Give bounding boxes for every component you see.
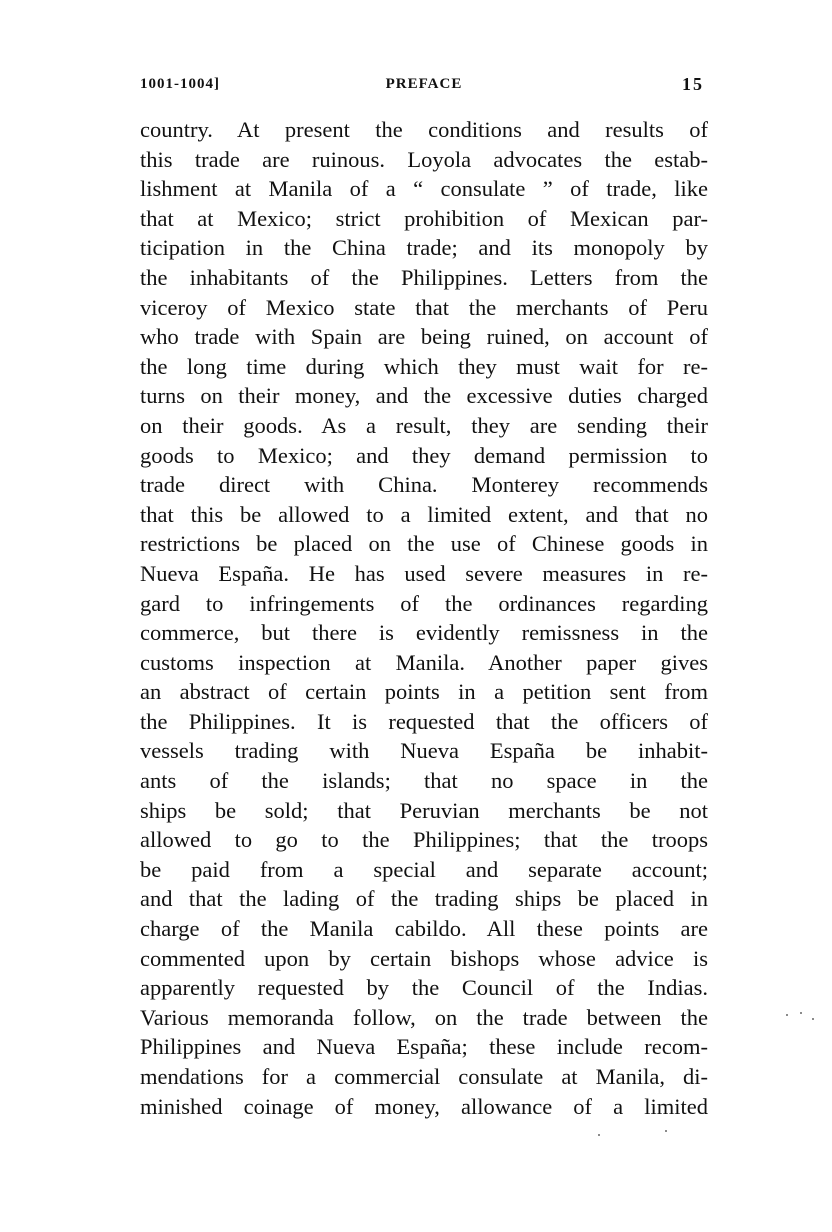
- text-line: restrictions be placed on the use of Chinese goods in: [140, 531, 708, 557]
- text-line: charge of the Manila cabildo. All these points are: [140, 916, 708, 942]
- scan-speck: [598, 1134, 600, 1136]
- text-line: gard to infringements of the ordinances regarding: [140, 590, 708, 616]
- text-line: Philippines and Nueva España; these include recom-: [140, 1034, 708, 1060]
- text-line: and that the lading of the trading ships be placed in: [140, 886, 708, 912]
- scan-speck: [800, 1012, 802, 1014]
- preface-text: [140, 115, 708, 1121]
- text-line: goods to Mexico; and they demand permission to: [140, 442, 708, 468]
- scan-speck: [786, 1014, 788, 1016]
- text-line: that this be allowed to a limited extent, and that no: [140, 501, 708, 527]
- text-line: customs inspection at Manila. Another paper gives: [140, 649, 708, 675]
- text-line: ants of the islands; that no space in the: [140, 768, 708, 794]
- text-line: the inhabitants of the Philippines. Letters from the: [140, 264, 708, 290]
- text-line: ticipation in the China trade; and its monopoly by: [140, 235, 708, 261]
- running-title: PREFACE: [385, 76, 463, 92]
- scan-speck: [665, 1130, 667, 1132]
- page-number: 15: [682, 74, 704, 94]
- text-line: Various memoranda follow, on the trade between the: [140, 1004, 708, 1030]
- text-line: turns on their money, and the excessive duties charged: [140, 383, 708, 409]
- text-line: an abstract of certain points in a petition sent from: [140, 679, 708, 705]
- text-line: who trade with Spain are being ruined, on account of: [140, 324, 708, 350]
- text-line: minished coinage of money, allowance of a limited: [140, 1093, 708, 1119]
- text-line: lishment at Manila of a “ consulate ” of trade, like: [140, 176, 708, 202]
- text-line: commerce, but there is evidently remissness in the: [140, 620, 708, 646]
- text-line: apparently requested by the Council of the Indias.: [140, 975, 708, 1001]
- running-head: [140, 74, 708, 98]
- section-range: 1001-1004]: [140, 76, 220, 92]
- text-line: viceroy of Mexico state that the merchants of Peru: [140, 294, 708, 320]
- text-line: allowed to go to the Philippines; that the troops: [140, 827, 708, 853]
- text-line: country. At present the conditions and results of: [140, 117, 708, 142]
- text-line: this trade are ruinous. Loyola advocates the estab-: [140, 146, 708, 172]
- text-line: ships be sold; that Peruvian merchants be not: [140, 797, 708, 823]
- text-line: on their goods. As a result, they are sending their: [140, 412, 708, 438]
- scan-speck: [812, 1018, 814, 1020]
- text-line: Nueva España. He has used severe measures in re-: [140, 560, 708, 586]
- text-line: the Philippines. It is requested that the officers of: [140, 708, 708, 734]
- text-line: mendations for a commercial consulate at Manila, di-: [140, 1064, 708, 1089]
- text-line: the long time during which they must wait for re-: [140, 353, 708, 379]
- text-line: that at Mexico; strict prohibition of Mexican par-: [140, 205, 708, 231]
- text-line: vessels trading with Nueva España be inhabit-: [140, 738, 708, 764]
- text-line: trade direct with China. Monterey recommends: [140, 472, 708, 498]
- text-line: commented upon by certain bishops whose advice is: [140, 945, 708, 971]
- text-line: be paid from a special and separate account;: [140, 856, 708, 882]
